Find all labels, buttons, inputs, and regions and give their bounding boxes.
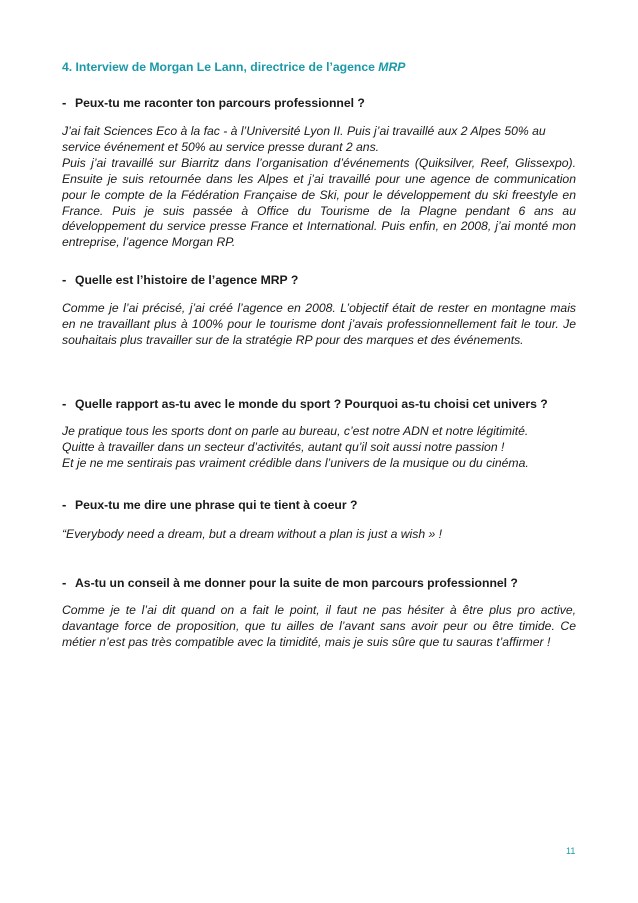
bullet-dash: - <box>62 95 67 110</box>
question-5 <box>62 575 576 590</box>
question-1-text: Peux-tu me raconter ton parcours professionnel ? <box>75 96 365 110</box>
answer-2 <box>62 301 576 349</box>
answer-1-paragraph-1: J’ai fait Sciences Eco à la fac - à l’Université Lyon II. Puis j’ai travaillé aux 2 Alpes 50% au service événement et 50% au service presse durant 2 ans. <box>62 124 546 154</box>
page-number: 11 <box>566 846 576 856</box>
answer-4-paragraph-1: “Everybody need a dream, but a dream without a plan is just a wish » ! <box>62 527 443 541</box>
question-5-text: As-tu un conseil à me donner pour la suite de mon parcours professionnel ? <box>75 576 518 590</box>
answer-1-paragraph-2: Puis j’ai travaillé sur Biarritz dans l’organisation d’événements (Quiksilver, Reef, Glissexpo). Ensuite je suis retournée dans les Alpes et j’ai travaillé pour une agence de communication pour le compte de la Fédération Française de Ski, pour le développement du ski freestyle en France. Puis je suis passée à Office du Tourisme de la Plagne pendant 6 ans au développement du service presse France et International. Puis enfin, en 2008, j’ai monté mon entreprise, l’agence Morgan RP. <box>62 155 576 250</box>
answer-2-paragraph-1: Comme je l’ai précisé, j’ai créé l’agence en 2008. L’objectif était de rester en montagne mais en ne travaillant plus à 100% pour le tourisme dont j’avais professionnellement fait le tour. Je souhaitais plus travailler sur de la stratégie RP pour des marques et des événements. <box>62 301 576 347</box>
bullet-dash: - <box>62 575 67 590</box>
answer-3-paragraph-2: Quitte à travailler dans un secteur d’activités, autant qu’il soit aussi notre passion ! <box>62 439 505 454</box>
answer-5 <box>62 603 576 651</box>
answer-3-paragraph-3: Et je ne me sentirais pas vraiment crédible dans l’univers de la musique ou du cinéma. <box>62 455 529 470</box>
answer-3-paragraph-1: Je pratique tous les sports dont on parle au bureau, c’est notre ADN et notre légitimité. <box>62 424 529 438</box>
title-text: 4. Interview de Morgan Le Lann, directrice de l’agence <box>62 60 379 74</box>
title-agency: MRP <box>378 60 406 74</box>
question-2 <box>62 272 576 287</box>
answer-4 <box>62 527 576 543</box>
answer-5-paragraph-1: Comme je te l’ai dit quand on a fait le point, il faut ne pas hésiter à être plus pro active, davantage force de proposition, que tu ailles de l’avant sans avoir peur ou être timide. Ce métier n’est pas très compatible avec la timidité, mais je suis sûre que tu sauras t’affirmer ! <box>62 603 576 649</box>
question-3 <box>62 396 576 411</box>
question-4 <box>62 497 576 512</box>
question-3-text: Quelle rapport as-tu avec le monde du sport ? Pourquoi as-tu choisi cet univers ? <box>75 397 548 411</box>
answer-1 <box>62 124 576 251</box>
answer-3 <box>62 424 576 472</box>
question-4-text: Peux-tu me dire une phrase qui te tient à coeur ? <box>75 498 358 512</box>
bullet-dash: - <box>62 497 67 512</box>
interview-title <box>62 60 405 74</box>
question-1 <box>62 95 576 110</box>
question-2-text: Quelle est l’histoire de l’agence MRP ? <box>75 273 299 287</box>
bullet-dash: - <box>62 396 67 411</box>
bullet-dash: - <box>62 272 67 287</box>
